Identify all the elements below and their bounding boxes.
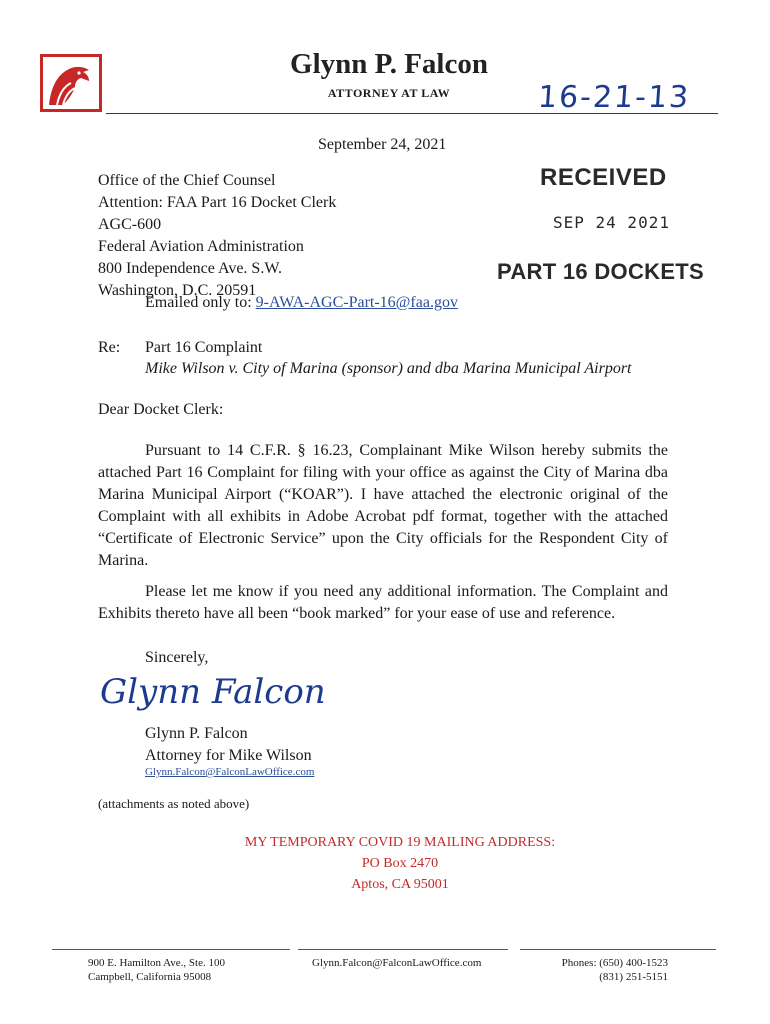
footer-phones (548, 956, 668, 984)
re-label: Re: (98, 339, 121, 356)
covid-address-line: PO Box 2470 (361, 856, 439, 871)
footer-divider (520, 949, 716, 950)
covid-address-heading: MY TEMPORARY COVID 19 MAILING ADDRESS: (244, 835, 556, 850)
handwritten-signature: Glynn Falcon (100, 672, 326, 712)
attachments-note: (attachments as noted above) (98, 796, 250, 811)
address-line: Attention: FAA Part 16 Docket Clerk (98, 194, 337, 211)
body-paragraph (98, 440, 668, 572)
letterhead-subtitle: ATTORNEY AT LAW (327, 86, 451, 100)
address-line: Federal Aviation Administration (98, 238, 304, 255)
body-paragraph (98, 581, 668, 625)
paragraph-text: Pursuant to 14 C.F.R. § 16.23, Complainant Mike Wilson hereby submits the attached Part 16 Complaint for filing with your office as against the City of Marina dba Marina Municipal Airport (“KOAR”). I have attached the electronic original of the Complaint with all exhibits in Adobe Acrobat pdf format, together with the attached “Certificate of Electronic Service” upon the City officials for the Respondent City of Marina. (98, 442, 668, 569)
salutation: Dear Docket Clerk: (98, 401, 224, 418)
covid-address-line: Aptos, CA 95001 (351, 877, 449, 892)
address-line: AGC-600 (98, 216, 162, 233)
address-line: 800 Independence Ave. S.W. (98, 260, 282, 277)
signer-title: Attorney for Mike Wilson (145, 747, 312, 764)
footer-divider (298, 949, 508, 950)
received-stamp-dept: PART 16 DOCKETS (497, 259, 705, 284)
footer-phone: (831) 251-5151 (599, 971, 668, 983)
recipient-address (98, 170, 336, 302)
footer-divider (52, 949, 290, 950)
falcon-logo-icon (40, 54, 102, 112)
handwritten-docket-number: 16-21-13 (536, 80, 692, 115)
re-subject: Part 16 Complaint (145, 339, 263, 356)
address-line: Washington, D.C. 20591 (98, 282, 257, 299)
received-stamp: RECEIVED (540, 164, 667, 191)
letter-date: September 24, 2021 (318, 136, 447, 153)
footer-address (88, 956, 225, 984)
valediction: Sincerely, (145, 649, 209, 666)
address-line: Office of the Chief Counsel (98, 172, 276, 189)
emailed-line (145, 292, 458, 314)
emailed-label: Emailed only to: (145, 294, 252, 311)
faa-email-link[interactable]: 9-AWA-AGC-Part-16@faa.gov (255, 294, 458, 311)
re-case-title: Mike Wilson v. City of Marina (sponsor) and dba Marina Municipal Airport (145, 360, 632, 377)
letterhead-name: Glynn P. Falcon (290, 48, 488, 80)
footer-phone: Phones: (650) 400-1523 (561, 957, 668, 969)
received-stamp-date: SEP 24 2021 (553, 213, 670, 232)
paragraph-text: Please let me know if you need any additional information. The Complaint and Exhibits thereto have all been “book marked” for your ease of use and reference. (98, 583, 668, 622)
signer-name: Glynn P. Falcon (145, 725, 248, 742)
footer-email: Glynn.Falcon@FalconLawOffice.com (312, 957, 482, 969)
footer-address-line: 900 E. Hamilton Ave., Ste. 100 (88, 957, 225, 969)
signer-email-link[interactable]: Glynn.Falcon@FalconLawOffice.com (145, 766, 315, 778)
footer-address-line: Campbell, California 95008 (88, 971, 212, 983)
